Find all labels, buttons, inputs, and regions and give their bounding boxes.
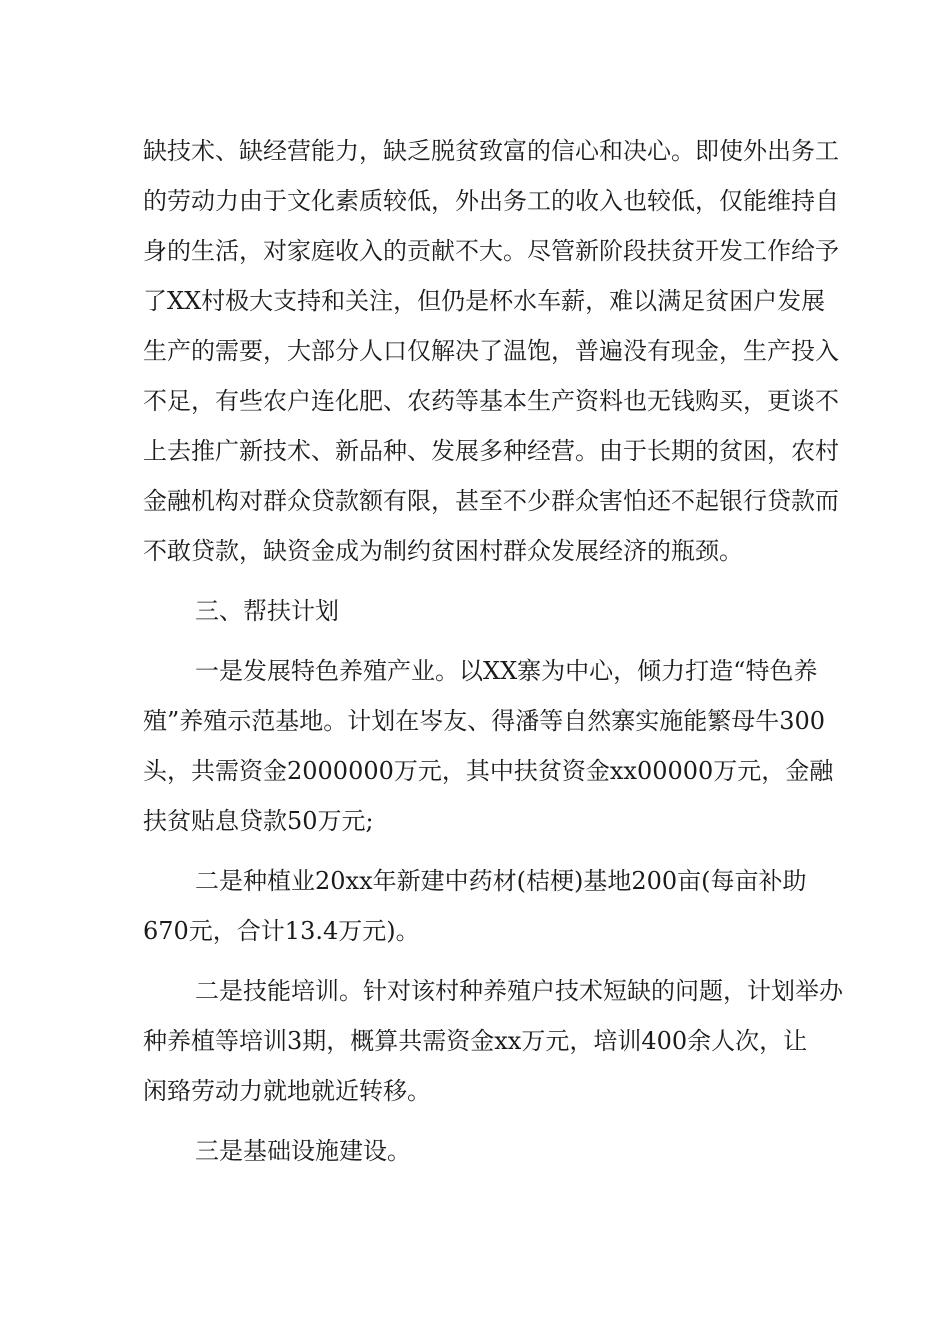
heading-text: 三、帮扶计划 (195, 597, 339, 625)
text-line: 金融机构对群众贷款额有限，甚至不少群众害怕还不起银行贷款而 (143, 487, 839, 515)
text-line: 三是基础设施建设。 (195, 1137, 411, 1165)
text-line: 二是种植业20xx年新建中药材(桔梗)基地200亩(每亩补助 (195, 867, 807, 895)
text-line: 扶贫贴息贷款50万元; (143, 807, 374, 835)
text-line: 闲臵劳动力就地就近转移。 (143, 1077, 431, 1105)
text-line: 生产的需要，大部分人口仅解决了温饱，普遍没有现金，生产投入 (143, 337, 839, 365)
paragraph-continued (143, 126, 839, 576)
text-line: 了XX村极大支持和关注，但仍是杯水车薪，难以满足贫困户发展 (143, 287, 826, 315)
text-line: 不敢贷款，缺资金成为制约贫困村群众发展经济的瓶颈。 (143, 537, 743, 565)
paragraph-planting (143, 856, 805, 956)
text-line: 缺技术、缺经营能力，缺乏脱贫致富的信心和决心。即使外出务工 (143, 137, 839, 165)
text-line: 身的生活，对家庭收入的贡献不大。尽管新阶段扶贫开发工作给予 (143, 237, 839, 265)
text-line: 头，共需资金2000000万元，其中扶贫资金xx00000万元，金融 (143, 757, 834, 785)
text-line: 一是发展特色养殖产业。以XX寨为中心，倾力打造“特色养 (195, 657, 818, 685)
text-line: 670元，合计13.4万元)。 (143, 917, 420, 945)
paragraph-breeding (143, 646, 834, 846)
text-line: 上去推广新技术、新品种、发展多种经营。由于长期的贫困，农村 (143, 437, 839, 465)
text-line: 二是技能培训。针对该村种养殖户技术短缺的问题，计划举办 (195, 977, 843, 1005)
text-line: 不足，有些农户连化肥、农药等基本生产资料也无钱购买，更谈不 (143, 387, 839, 415)
document-body (143, 126, 843, 1186)
text-line: 种养植等培训3期，概算共需资金xx万元，培训400余人次，让 (143, 1027, 808, 1055)
text-line: 的劳动力由于文化素质较低，外出务工的收入也较低，仅能维持自 (143, 187, 839, 215)
paragraph-training (143, 966, 843, 1116)
paragraph-infrastructure (143, 1126, 805, 1176)
text-line: 殖”养殖示范基地。计划在岑友、得潘等自然寨实施能繁母牛300 (143, 707, 826, 735)
section-heading (143, 586, 805, 636)
